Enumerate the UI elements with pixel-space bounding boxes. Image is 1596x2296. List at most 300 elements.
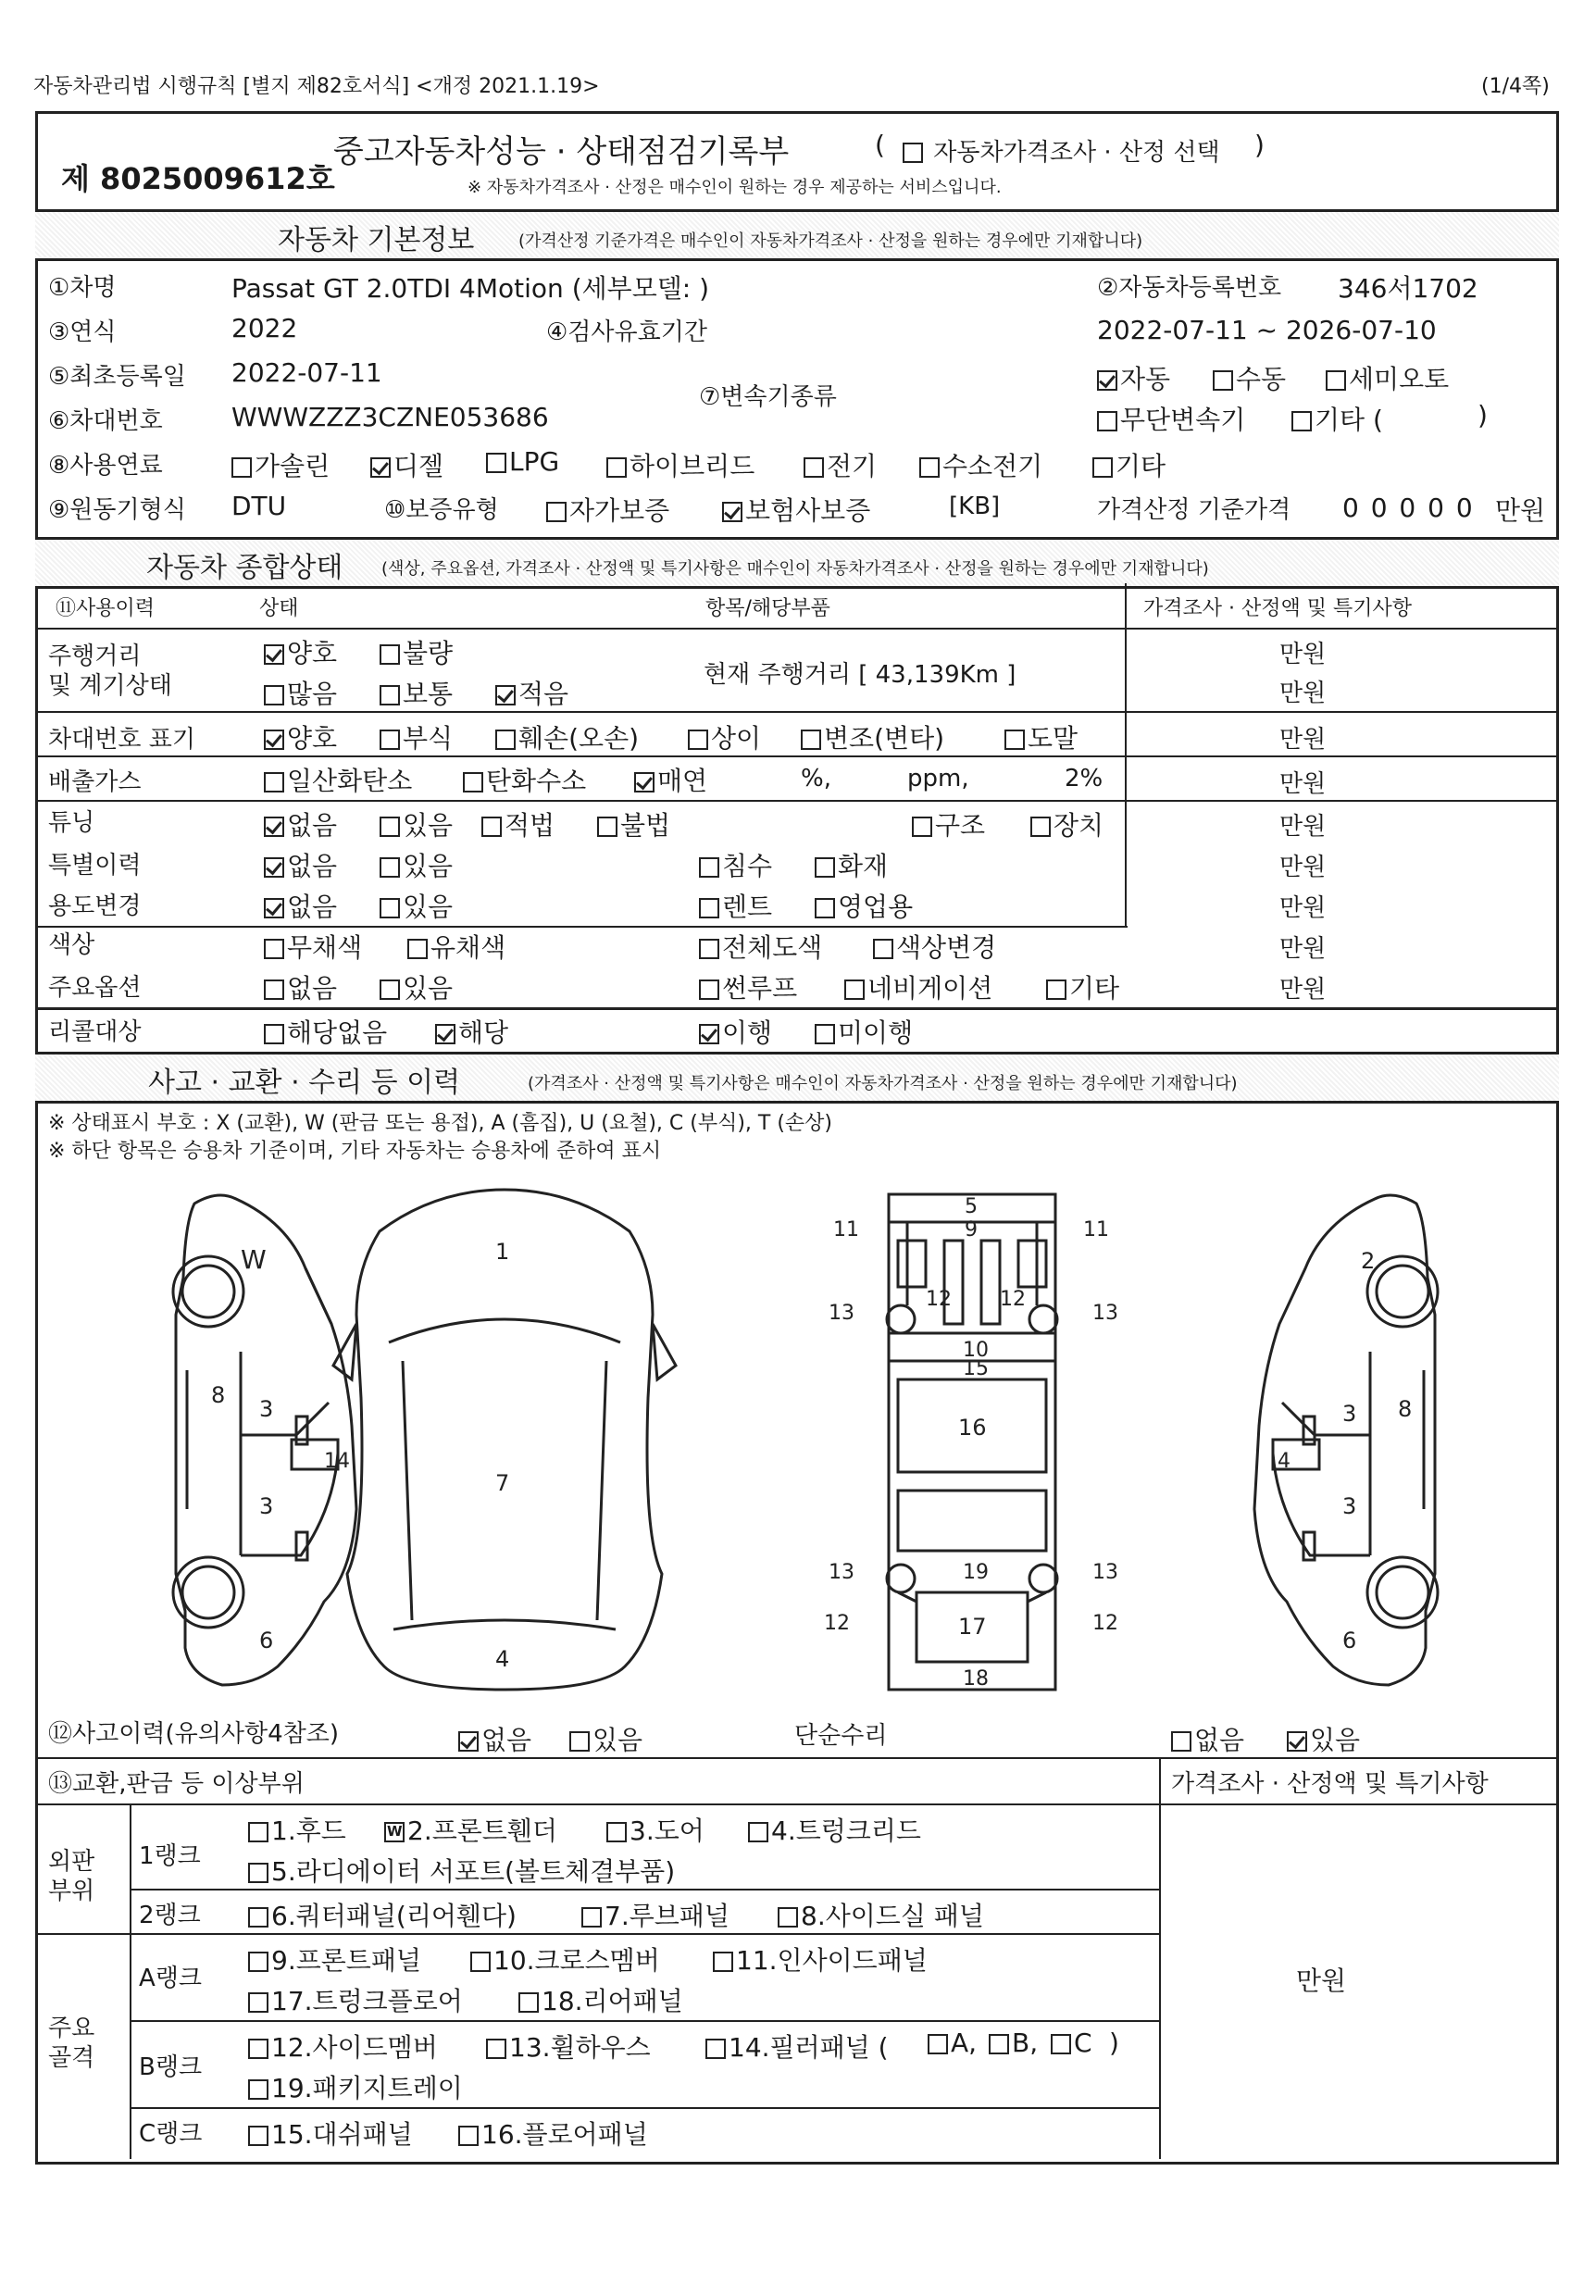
part-19-checkbox[interactable] [248,2079,268,2100]
vin-rust-option[interactable] [380,718,453,755]
part-8-label: 8.사이드실 패널 [801,1901,984,1931]
recall-na-option[interactable] [264,1013,387,1050]
special-none-option[interactable] [264,846,337,883]
mileage-many-label: 많음 [287,679,338,709]
business-option[interactable] [815,887,913,924]
tuning-legal-option[interactable] [481,805,555,842]
unit-manwon: 만원 [1279,976,1327,1004]
smoke-checkbox[interactable] [634,772,655,792]
option-other-label: 기타 [1069,973,1120,1004]
mileage-label-2: 및 계기상태 [48,672,172,700]
recall-na-checkbox[interactable] [264,1024,284,1044]
pillar-b-checkbox[interactable] [989,2034,1009,2054]
col-state: 상태 [259,597,299,620]
mileage-few-option[interactable] [495,674,568,711]
color-change-checkbox[interactable] [873,939,893,959]
pillar-a-option[interactable] [928,2028,977,2058]
pillar-b-option[interactable] [989,2028,1038,2058]
divider [130,2020,1159,2022]
pillar-c-option[interactable] [1051,2028,1092,2058]
part-16-option[interactable] [458,2115,648,2152]
simple-none-option[interactable] [1171,1720,1244,1757]
part-8-option[interactable] [778,1896,984,1933]
full-paint-option[interactable] [699,928,822,965]
business-label: 영업용 [838,892,914,922]
smoke-value: 2% [1065,765,1103,792]
tuning-exist-label: 있음 [403,810,454,841]
tuning-legal-label: 적법 [505,810,555,841]
status-title: 자동차 종합상태 [146,552,343,584]
svg-text:12: 12 [1092,1612,1118,1635]
part-1-label: 1.후드 [271,1816,346,1846]
part-2-option[interactable] [384,1811,557,1848]
part-5-label: 5.라디에이터 서포트(볼트체결부품) [271,1856,676,1887]
option-none-label: 없음 [287,973,338,1004]
part-5-checkbox[interactable] [248,1863,268,1883]
svg-text:13: 13 [829,1561,854,1584]
trans-semi-checkbox[interactable] [1326,370,1346,391]
full-paint-checkbox[interactable] [699,939,719,959]
part-3-option[interactable] [606,1811,704,1848]
car-name-label: ①차명 [48,274,117,302]
rent-option[interactable] [699,887,772,924]
fuel-other-option[interactable] [1092,446,1166,483]
vin-alter-option[interactable] [801,718,944,755]
hc-option[interactable] [463,761,586,798]
co-unit: %, [801,765,831,792]
special-exist-label: 있음 [403,851,454,881]
hc-checkbox[interactable] [463,772,483,792]
tuning-struct-checkbox[interactable] [912,817,932,837]
simple-exist-checkbox[interactable] [1287,1731,1307,1752]
base-price-unit: 만원 [1495,495,1546,526]
mileage-few-checkbox[interactable] [495,685,516,705]
reg-number-label: ②자동차등록번호 [1097,274,1282,302]
divider [35,1757,1559,1759]
part-5-option[interactable] [248,1852,675,1889]
option-other-option[interactable] [1046,968,1119,1005]
pillar-a-label: A, [951,2028,978,2058]
fuel-h2-option[interactable] [919,446,1042,483]
sunroof-checkbox[interactable] [699,980,719,1000]
car-left-side-view [173,1195,356,1685]
chromatic-checkbox[interactable] [407,939,428,959]
part-14-label: 14.필러패널 ( [729,2032,889,2063]
part-12-label: 12.사이드멤버 [271,2032,438,2063]
chromatic-option[interactable] [407,928,505,965]
tuning-struct-option[interactable] [912,805,985,842]
warranty-ins-checkbox[interactable] [722,502,742,522]
vin-damage-label: 훼손(오손) [518,723,640,754]
current-mileage: 현재 주행거리 [ 43,139Km ] [704,661,1016,689]
option-exist-checkbox[interactable] [380,980,400,1000]
svg-text:13: 13 [1092,1561,1118,1584]
part-17-checkbox[interactable] [248,1992,268,2013]
part-12-option[interactable] [248,2028,438,2065]
trans-cvt-option[interactable] [1097,400,1245,437]
svg-text:11: 11 [833,1218,859,1242]
vin-value: WWWZZZ3CZNE053686 [231,402,549,432]
tuning-exist-checkbox[interactable] [380,817,400,837]
part-7-label: 7.루브패널 [605,1901,729,1931]
unit-manwon: 만원 [1279,894,1327,922]
fuel-lpg-checkbox[interactable] [486,453,506,473]
svg-text:6: 6 [1342,1628,1357,1653]
special-exist-option[interactable] [380,846,453,883]
part-4-checkbox[interactable] [748,1822,768,1842]
trans-auto-label: 자동 [1120,364,1171,394]
tuning-device-option[interactable] [1030,805,1103,842]
usage-none-option[interactable] [264,887,337,924]
hc-label: 탄화수소 [486,766,587,796]
mileage-few-label: 적음 [518,679,569,709]
parts-price-unit: 만원 [1296,1965,1347,1996]
car-name-value: Passat GT 2.0TDI 4Motion (세부모델: ) [231,273,710,304]
reg-number-value: 346서1702 [1338,273,1478,304]
part-11-option[interactable] [713,1940,928,1978]
tuning-illegal-label: 불법 [620,810,671,841]
warranty-self-checkbox[interactable] [546,502,567,522]
fire-checkbox[interactable] [815,857,835,878]
chromatic-label: 유채색 [430,932,506,963]
part-4-option[interactable] [748,1811,921,1848]
svg-text:7: 7 [495,1470,510,1496]
part-7-checkbox[interactable] [581,1907,602,1928]
accident-exist-option[interactable] [569,1720,642,1757]
mileage-normal-checkbox[interactable] [380,685,400,705]
usage-change-label: 용도변경 [48,892,142,920]
part-1-option[interactable] [248,1811,346,1848]
svg-text:13: 13 [1092,1302,1118,1325]
fuel-hybrid-option[interactable] [606,446,754,483]
simple-none-checkbox[interactable] [1171,1731,1191,1752]
warranty-ins-option[interactable] [722,491,870,528]
tuning-device-checkbox[interactable] [1030,817,1051,837]
simple-exist-option[interactable] [1287,1720,1360,1757]
tuning-legal-checkbox[interactable] [481,817,502,837]
page-indicator: (1/4쪽) [1481,75,1550,98]
col-price-note: 가격조사 · 산정액 및 특기사항 [1143,597,1412,620]
part-18-option[interactable] [518,1981,683,2018]
price-survey-checkbox[interactable] [903,143,923,163]
vin-good-label: 양호 [287,723,338,754]
fuel-ev-label: 전기 [827,451,878,481]
divider [130,1889,1159,1890]
divider [35,800,1559,802]
vin-label: ⑥차대번호 [48,407,163,435]
part-7-option[interactable] [581,1896,729,1933]
part-2-label: 2.프론트휀더 [407,1816,557,1846]
svg-text:12: 12 [824,1612,850,1635]
divider [130,1803,131,2159]
svg-text:10: 10 [963,1339,989,1362]
trans-manual-checkbox[interactable] [1213,370,1233,391]
tuning-struct-label: 구조 [935,810,986,841]
pillar-a-checkbox[interactable] [928,2034,948,2054]
part-15-option[interactable] [248,2115,413,2152]
part-16-checkbox[interactable] [458,2126,479,2146]
meter-bad-checkbox[interactable] [380,644,400,665]
accident-exist-label: 있음 [592,1725,643,1755]
option-none-option[interactable] [264,968,337,1005]
vin-rust-checkbox[interactable] [380,730,400,750]
diagram-mark-w: W [241,1244,267,1275]
part-9-checkbox[interactable] [248,1952,268,1972]
fuel-hybrid-checkbox[interactable] [606,457,627,478]
unit-manwon: 만원 [1279,726,1327,754]
color-change-option[interactable] [873,928,996,965]
part-15-label: 15.대쉬패널 [271,2119,413,2150]
usage-exist-option[interactable] [380,887,453,924]
flood-checkbox[interactable] [699,857,719,878]
business-checkbox[interactable] [815,898,835,918]
status-note: (색상, 주요옵션, 가격조사 · 산정액 및 특기사항은 매수인이 자동차가격조사 · 산정을 원하는 경우에만 기재합니다) [381,559,1209,579]
svg-text:11: 11 [1083,1218,1109,1242]
tuning-exist-option[interactable] [380,805,453,842]
first-reg-label: ⑤최초등록일 [48,363,186,391]
accident-none-option[interactable] [458,1720,531,1757]
svg-text:8: 8 [1398,1396,1413,1422]
vin-mark-label: 차대번호 표기 [48,726,195,754]
option-exist-option[interactable] [380,968,453,1005]
special-exist-checkbox[interactable] [380,857,400,878]
tuning-label: 튜닝 [48,809,95,837]
accident-title: 사고 · 교환 · 수리 등 이력 [148,1067,461,1099]
option-exist-label: 있음 [403,973,454,1004]
vin-alter-checkbox[interactable] [801,730,821,750]
accident-history-label: ⑫사고이력(유의사항4참조) [48,1720,339,1748]
part-9-option[interactable] [248,1940,421,1978]
svg-text:17: 17 [958,1614,987,1640]
unit-manwon: 만원 [1279,680,1327,707]
mileage-label: 주행거리 [48,643,142,670]
co-checkbox[interactable] [264,772,284,792]
engine-type-value: DTU [231,491,287,521]
divider [130,2107,1159,2109]
part-14-option[interactable] [705,2028,889,2065]
svg-text:16: 16 [958,1415,987,1441]
recall-yes-option[interactable] [435,1013,508,1050]
usage-exist-checkbox[interactable] [380,898,400,918]
option-other-checkbox[interactable] [1046,980,1066,1000]
part-13-option[interactable] [486,2028,651,2065]
smoke-option[interactable] [634,761,707,798]
color-label: 색상 [48,931,95,959]
trans-manual-label: 수동 [1236,364,1287,394]
car-top-view [333,1190,676,1690]
special-none-label: 없음 [287,851,338,881]
vin-rust-label: 부식 [403,723,454,754]
part-19-label: 19.패키지트레이 [271,2073,463,2103]
sunroof-label: 썬루프 [722,973,798,1004]
part-19-option[interactable] [248,2068,463,2105]
unit-manwon: 만원 [1279,770,1327,798]
vin-stamp-option[interactable] [1004,718,1078,755]
part-18-label: 18.리어패널 [542,1986,683,2016]
part-10-option[interactable] [470,1940,660,1978]
recall-label: 리콜대상 [48,1018,142,1046]
pillar-b-label: B, [1012,2028,1039,2058]
svg-text:3: 3 [259,1493,274,1519]
achromatic-label: 무채색 [287,932,363,963]
trans-manual-option[interactable] [1213,359,1286,396]
navi-label: 네비게이션 [867,973,993,1004]
divider [1125,583,1127,926]
divider [1159,1757,1161,2159]
basic-info-note: (가격산정 기준가격은 매수인이 자동차가격조사 · 산정을 원하는 경우에만 기재합니다) [518,231,1143,251]
divider [35,755,1559,757]
meter-bad-label: 불량 [403,638,454,668]
tuning-device-label: 장치 [1054,810,1104,841]
fuel-h2-checkbox[interactable] [919,457,940,478]
pillar-c-checkbox[interactable] [1051,2034,1071,2054]
warranty-self-option[interactable] [546,491,669,528]
svg-text:13: 13 [829,1302,854,1325]
mileage-many-checkbox[interactable] [264,685,284,705]
usage-exist-label: 있음 [403,892,454,922]
achromatic-option[interactable] [264,928,362,965]
part-15-checkbox[interactable] [248,2126,268,2146]
tuning-illegal-option[interactable] [597,805,670,842]
fuel-gasoline-checkbox[interactable] [231,457,252,478]
part-8-checkbox[interactable] [778,1907,798,1928]
trans-other-close: ) [1478,400,1488,430]
unit-manwon: 만원 [1279,854,1327,881]
meter-good-checkbox[interactable] [264,644,284,665]
part-17-option[interactable] [248,1981,463,2018]
svg-text:1: 1 [495,1239,510,1265]
svg-text:19: 19 [963,1561,989,1584]
part-14-checkbox[interactable] [705,2039,726,2059]
fuel-ev-option[interactable] [804,446,877,483]
rank-b-label: B랭크 [139,2053,203,2081]
trans-auto-option[interactable] [1097,359,1170,396]
fuel-other-checkbox[interactable] [1092,457,1113,478]
vin-damage-option[interactable] [495,718,639,755]
mileage-normal-option[interactable] [380,674,453,711]
sunroof-option[interactable] [699,968,797,1005]
recall-not-option[interactable] [815,1013,913,1050]
vin-good-option[interactable] [264,718,337,755]
accident-none-checkbox[interactable] [458,1731,479,1752]
fire-option[interactable] [815,846,888,883]
part-11-checkbox[interactable] [713,1952,733,1972]
fuel-lpg-label: LPG [509,446,560,477]
meter-good-option[interactable] [264,633,337,670]
warranty-self-label: 자가보증 [569,495,670,526]
part-16-label: 16.플로어패널 [481,2119,648,2150]
simple-repair-label: 단순수리 [794,1722,888,1750]
trans-other-option[interactable] [1291,400,1383,437]
part-18-checkbox[interactable] [518,1992,539,2013]
fuel-gasoline-option[interactable] [231,446,330,483]
part-1-checkbox[interactable] [248,1822,268,1842]
recall-done-option[interactable] [699,1013,772,1050]
part-12-checkbox[interactable] [248,2039,268,2059]
part-13-checkbox[interactable] [486,2039,506,2059]
navi-checkbox[interactable] [844,980,865,1000]
part-2-checkbox[interactable] [384,1822,405,1842]
vin-damage-checkbox[interactable] [495,730,516,750]
tuning-none-checkbox[interactable] [264,817,284,837]
trans-other-label: 기타 ( [1315,405,1383,435]
emission-label: 배출가스 [48,768,142,796]
trans-other-checkbox[interactable] [1291,411,1312,431]
tuning-illegal-checkbox[interactable] [597,817,617,837]
recall-yes-checkbox[interactable] [435,1024,455,1044]
co-option[interactable] [264,761,412,798]
fuel-diesel-checkbox[interactable] [370,457,391,478]
unit-manwon: 만원 [1279,641,1327,668]
unit-manwon: 만원 [1279,813,1327,841]
part-10-checkbox[interactable] [470,1952,491,1972]
part-3-label: 3.도어 [630,1816,704,1846]
car-frame-view [824,1194,1118,1691]
parts-label: ⑬교환,판금 등 이상부위 [48,1770,305,1798]
trans-semi-option[interactable] [1326,359,1449,396]
part-3-checkbox[interactable] [606,1822,627,1842]
vin-diff-checkbox[interactable] [688,730,708,750]
rent-checkbox[interactable] [699,898,719,918]
divider [35,628,1559,630]
transmission-label: ⑦변속기종류 [699,383,837,411]
flood-option[interactable] [699,846,772,883]
mileage-many-option[interactable] [264,674,337,711]
fuel-diesel-option[interactable] [370,446,443,483]
trans-cvt-label: 무단변속기 [1120,405,1246,435]
vin-diff-label: 상이 [711,723,762,754]
fuel-ev-checkbox[interactable] [804,457,824,478]
recall-not-label: 미이행 [838,1017,914,1048]
vin-diff-option[interactable] [688,718,761,755]
option-none-checkbox[interactable] [264,980,284,1000]
recall-done-checkbox[interactable] [699,1024,719,1044]
meter-bad-option[interactable] [380,633,453,670]
vin-stamp-checkbox[interactable] [1004,730,1025,750]
svg-text:12: 12 [926,1288,952,1311]
svg-text:3: 3 [1342,1493,1357,1519]
form-reference: 자동차관리법 시행규칙 [별지 제82호서식] <개정 2021.1.19> [33,75,600,98]
part-17-label: 17.트렁크플로어 [271,1986,463,2016]
accident-exist-checkbox[interactable] [569,1731,590,1752]
accident-note: (가격조사 · 산정액 및 특기사항은 매수인이 자동차가격조사 · 산정을 원하는 경우에만 기재합니다) [528,1074,1238,1093]
navi-option[interactable] [844,968,992,1005]
form-title: 중고자동차성능 · 상태점검기록부 [333,133,790,170]
car-damage-diagram [167,1185,1444,1703]
model-year-label: ③연식 [48,318,117,346]
special-none-checkbox[interactable] [264,857,284,878]
achromatic-checkbox[interactable] [264,939,284,959]
price-survey-option[interactable] [903,133,1220,168]
record-number: 제 8025009612호 [61,161,335,196]
usage-none-checkbox[interactable] [264,898,284,918]
fuel-lpg-option[interactable] [486,446,559,477]
trans-cvt-checkbox[interactable] [1097,411,1117,431]
svg-text:4: 4 [1278,1450,1291,1473]
svg-text:14: 14 [324,1450,350,1473]
col-usage-history: ⑪사용이력 [56,597,156,620]
basic-info-title: 자동차 기본정보 [278,224,475,256]
tuning-none-option[interactable] [264,805,337,842]
part-6-checkbox[interactable] [248,1907,268,1928]
full-paint-label: 전체도색 [722,932,823,963]
recall-not-checkbox[interactable] [815,1024,835,1044]
part-6-option[interactable] [248,1896,517,1933]
status-symbol-legend: ※ 상태표시 부호 : X (교환), W (판금 또는 용접), A (흠집), U (요철), C (부식), T (손상) [48,1112,833,1135]
trans-auto-checkbox[interactable] [1097,370,1117,391]
vin-good-checkbox[interactable] [264,730,284,750]
passenger-car-note: ※ 하단 항목은 승용차 기준이며, 기타 자동차는 승용차에 준하여 표시 [48,1140,662,1163]
